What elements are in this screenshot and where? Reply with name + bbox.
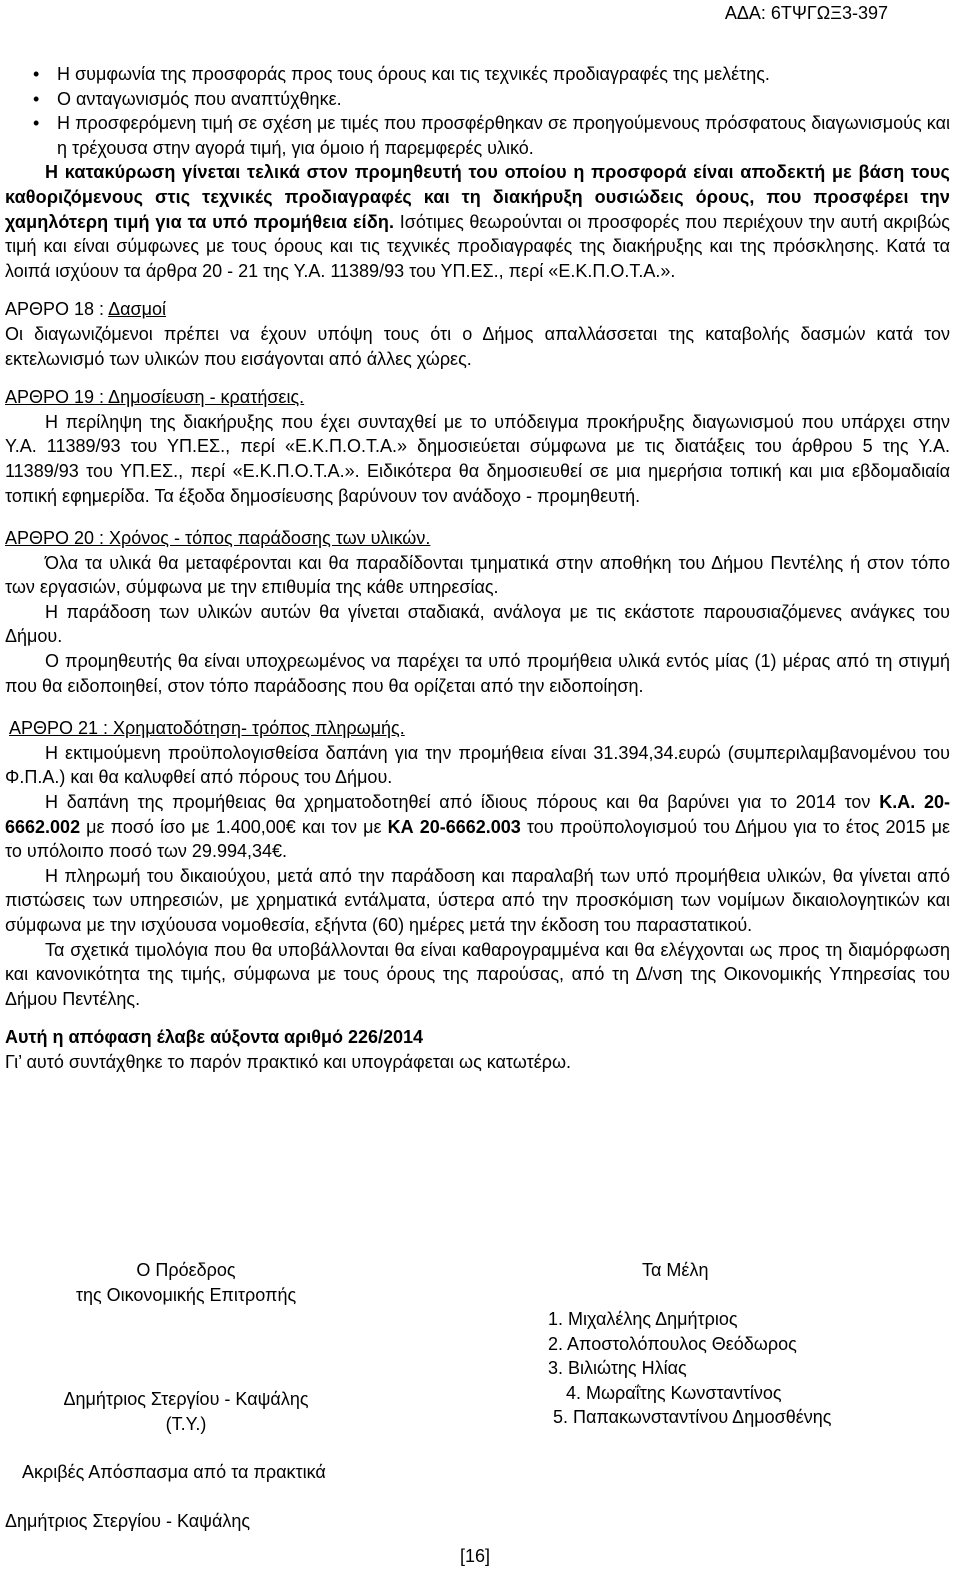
list-item: • Ο ανταγωνισμός που αναπτύχθηκε. bbox=[5, 87, 950, 112]
article-18-text: Οι διαγωνιζόμενοι πρέπει να έχουν υπόψη τους ότι ο Δήμος απαλλάσσεται της καταβολής δασμών κατά τον εκτελωνισμό των υλικών που εισάγονται από άλλες χώρες. bbox=[5, 323, 950, 369]
closing-line: Γι’ αυτό συντάχθηκε το παρόν πρακτικό και υπογράφεται ως κατωτέρω. bbox=[5, 1051, 572, 1072]
article-20-paragraph-2: Η παράδοση των υλικών αυτών θα γίνεται σταδιακά, ανάλογα με τις εκάστοτε παρουσιαζόμενες ανάγκες του Δήμου. bbox=[5, 601, 950, 647]
member-item: 4. Μωραΐτης Κωνσταντίνος bbox=[566, 1382, 782, 1403]
article-18-heading: ΑΡΘΡΟ 18 : Δασμοί bbox=[5, 299, 166, 320]
article-20-paragraph-1: Όλα τα υλικά θα μεταφέρονται και θα παραδίδονται τμηματικά στην αποθήκη του Δήμου Πεντέλης ή στον τόπο των εργασιών, σύμφωνα με την επιθυμία της κάθε υπηρεσίας. bbox=[5, 552, 950, 598]
document-code: ΑΔΑ: 6ΤΨΓΩΞ3-397 bbox=[724, 3, 888, 23]
member-item: 3. Βιλιώτης Ηλίας bbox=[548, 1358, 687, 1379]
member-item: 1. Μιχαλέλης Δημήτριος bbox=[548, 1309, 738, 1329]
page-number: [16] bbox=[460, 1546, 491, 1566]
article-21-paragraph-2: Η δαπάνη της προμήθειας θα χρηματοδοτηθεί από ίδιους πόρους και θα βαρύνει για το 2014 τον Κ.Α. 20-6662.002 με ποσό ίσο με 1.400,00€ και τον με ΚΑ 20-6662.003 του προϋπολογισμού του Δήμου για το έτος 2015 με το υπόλοιπο ποσό των 29.994,34€. bbox=[5, 792, 950, 862]
award-normal-text: Ισότιμες θεωρούνται οι προσφορές που περιέχουν την αυτή ακριβώς τιμή και είναι σύμφωνες με τους όρους και τις τεχνικές προδιαγραφές της διακήρυξης και της πρόσκλησης. Κατά τα λοιπά ισχύουν τα άρθρα 20 - 21 της Υ.Α. 11389/93 του ΥΠ.ΕΣ., περί «Ε.Κ.Π.Ο.Τ.Α.». bbox=[5, 211, 950, 281]
budget-code-2014: Κ.Α. 20-6662.002 bbox=[5, 792, 950, 837]
budget-code-2015: ΚΑ 20-6662.003 bbox=[387, 816, 521, 837]
chair-name: Δημήτριος Στεργίου - Καψάλης bbox=[63, 1389, 309, 1410]
chair-committee: της Οικονομικής Επιτροπής bbox=[75, 1284, 297, 1305]
article-20-heading: ΑΡΘΡΟ 20 : Χρόνος - τόπος παράδοσης των υλικών. bbox=[5, 528, 431, 549]
members-title: Τα Μέλη bbox=[642, 1260, 709, 1280]
article-21-paragraph-1: Η εκτιμούμενη προϋπολογισθείσα δαπάνη για την προμήθεια είναι 31.394,34.ευρώ (συμπεριλαμβανομένου του Φ.Π.Α.) και θα καλυφθεί από πόρους του Δήμου. bbox=[5, 742, 950, 788]
member-item: 2. Αποστολόπουλος Θεόδωρος bbox=[548, 1333, 797, 1354]
chair-title: Ο Πρόεδρος bbox=[136, 1260, 236, 1280]
list-item: • Η συμφωνία της προσφοράς προς τους όρους και τις τεχνικές προδιαγραφές της μελέτης. bbox=[5, 62, 950, 87]
award-paragraph bbox=[5, 160, 950, 283]
chair-suffix: (Τ.Υ.) bbox=[165, 1413, 207, 1434]
article-19-heading: ΑΡΘΡΟ 19 : Δημοσίευση - κρατήσεις. bbox=[5, 387, 305, 408]
decision-number: Αυτή η απόφαση έλαβε αύξοντα αριθμό 226/2014 bbox=[5, 1027, 424, 1048]
article-21-paragraph-3: Η πληρωμή του δικαιούχου, μετά από την παράδοση και παραλαβή των υπό προμήθεια υλικών, θα γίνεται από πιστώσεις των υπηρεσιών, με χρηματικά εντάλματα, ύστερα από την προσκόμιση των νομίμων δικαιολογητικών και σύμφωνα με την ισχύουσα νομοθεσία, εξήντα (60) ημέρες μετά την έκδοση του παραστατικού. bbox=[5, 865, 950, 935]
member-item: 5. Παπακωνσταντίνου Δημοσθένης bbox=[553, 1407, 832, 1428]
signature-block bbox=[0, 1258, 960, 1458]
document-body bbox=[5, 62, 950, 1075]
criteria-list bbox=[5, 62, 950, 160]
article-20-paragraph-3: Ο προμηθευτής θα είναι υποχρεωμένος να παρέχει τα υπό προμήθεια υλικά εντός μίας (1) μέρας από τη στιγμή που θα ειδοποιηθεί, στον τόπο παράδοσης που θα ορίζεται από την ειδοποίηση. bbox=[5, 651, 950, 696]
article-18-title: Δασμοί bbox=[108, 299, 166, 320]
article-21-paragraph-4: Τα σχετικά τιμολόγια που θα υποβάλλονται θα είναι καθαρογραμμένα και θα ελέγχονται ως προς τη διαμόρφωση και κανονικότητα της τιμής, σύμφωνα με τους όρους της παρούσας, από τη Δ/νση της Οικονομικής Υπηρεσίας του Δήμου Πεντέλης. bbox=[5, 939, 950, 1009]
chair-signature bbox=[36, 1258, 336, 1436]
article-21-heading: ΑΡΘΡΟ 21 : Χρηματοδότηση- τρόπος πληρωμής. bbox=[9, 718, 405, 739]
extract-name: Δημήτριος Στεργίου - Καψάλης bbox=[5, 1511, 251, 1531]
article-19-text: Η περίληψη της διακήρυξης που έχει συνταχθεί με το υπόδειγμα προκήρυξης διαγωνισμού που υπάρχει στην Υ.Α. 11389/93 του ΥΠ.ΕΣ., περί «Ε.Κ.Π.Ο.Τ.Α.» δημοσιεύεται σύμφωνα με τις διατάξεις του άρθρου 5 της Υ.Α. 11389/93 του ΥΠ.ΕΣ., περί «Ε.Κ.Π.Ο.Τ.Α.». Ειδικότερα θα δημοσιευθεί σε μια ημερήσια τοπική και μια εβδομαδιαία τοπική εφημερίδα. Τα έξοδα δημοσίευσης βαρύνουν τον ανάδοχο - προμηθευτή. bbox=[5, 411, 950, 506]
list-item: • Η προσφερόμενη τιμή σε σχέση με τιμές που προσφέρθηκαν σε προηγούμενους πρόσφατους διαγωνισμούς και η τρέχουσα στην αγορά τιμή, για όμοιο ή παρεμφερές υλικό. bbox=[5, 111, 950, 160]
extract-label: Ακριβές Απόσπασμα από τα πρακτικά bbox=[22, 1462, 326, 1482]
members-list bbox=[548, 1307, 831, 1430]
award-bold-text: Η κατακύρωση γίνεται τελικά στον προμηθευτή του οποίου η προσφορά είναι αποδεκτή με βάση τους καθοριζόμενους στις τεχνικές προδιαγραφές και τη διακήρυξη ουσιώδεις όρους, που προσφέρει την χαμηλότερη τιμή για τα υπό προμήθεια είδη. bbox=[5, 162, 950, 232]
